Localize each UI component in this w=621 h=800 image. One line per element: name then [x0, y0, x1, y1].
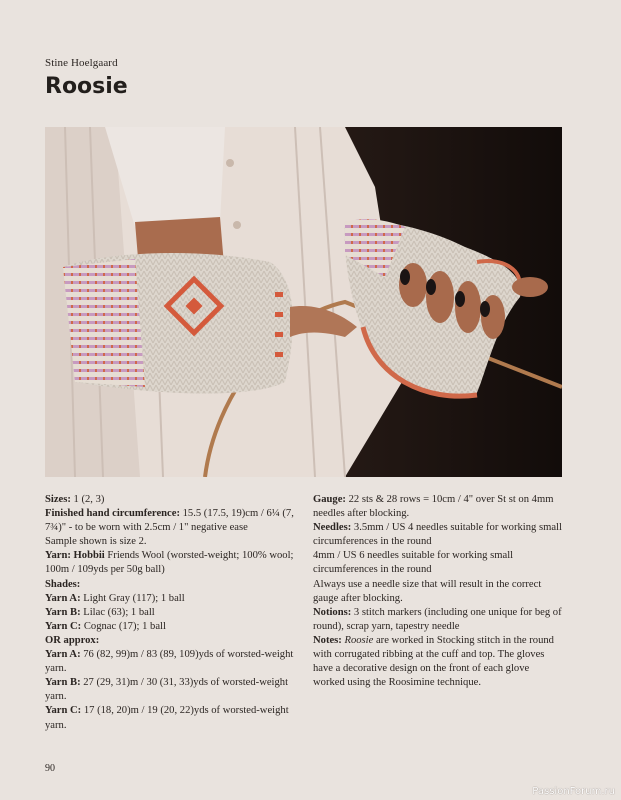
page-number: 90: [45, 763, 55, 774]
details-left-column: [45, 493, 300, 733]
needles-line-3: Always use a needle size that will result in the correct gauge after blocking.: [313, 578, 542, 604]
finished-label: Finished hand circumference:: [45, 508, 180, 520]
yarn-value: Friends Wool (worsted-weight; 100% wool; 100m / 109yds per 50g ball): [45, 550, 294, 576]
gauge-line: [313, 493, 563, 521]
notes-label: Notes:: [313, 634, 342, 646]
notes-line: [313, 634, 563, 690]
sizes-line: [45, 493, 300, 507]
needles-label: Needles:: [313, 522, 352, 534]
or-approx-label: OR approx:: [45, 634, 100, 646]
needles-value: 3.5mm / US 4 needles suitable for working small circumferences in the round: [313, 522, 562, 548]
notes-value: are worked in Stocking stitch in the round with corrugated ribbing at the cuff and top. The gloves have a decorative design on the front of each glove worked using the Roosimine technique.: [313, 634, 554, 689]
hero-photo: [45, 127, 562, 477]
shades-label: Shades:: [45, 578, 81, 590]
notions-line: [313, 606, 563, 634]
yarn-line: [45, 549, 300, 577]
details-right-column: [313, 493, 563, 690]
yarn-a-approx-label: Yarn A:: [45, 649, 81, 661]
page-title: Roosie: [45, 74, 128, 99]
notions-value: 3 stitch markers (including one unique for beg of round), scrap yarn, tapestry needle: [313, 606, 562, 632]
yarn-a-line: [45, 592, 300, 606]
yarn-b-line: [45, 606, 300, 620]
yarn-b-approx-label: Yarn B:: [45, 677, 81, 689]
finished-line: [45, 507, 300, 535]
gauge-value: 22 sts & 28 rows = 10cm / 4" over St st on 4mm needles after blocking.: [313, 494, 554, 520]
shades-line: [45, 578, 300, 592]
or-approx-line: [45, 634, 300, 648]
designer-name: Stine Hoelgaard: [45, 57, 118, 69]
yarn-a-approx-line: [45, 648, 300, 676]
yarn-c-value: Cognac (17); 1 ball: [81, 620, 166, 632]
yarn-c-line: [45, 620, 300, 634]
gauge-label: Gauge:: [313, 494, 346, 505]
notions-label: Notions:: [313, 606, 352, 618]
finished-value: 15.5 (17.5, 19)cm / 6¼ (7, 7¾)" - to be worn with 2.5cm / 1" negative ease: [45, 508, 294, 534]
yarn-c-approx-line: [45, 704, 300, 732]
watermark: PassionForum.ru: [532, 786, 615, 797]
sample-line: Sample shown is size 2.: [45, 536, 147, 548]
sizes-label: Sizes:: [45, 494, 71, 505]
yarn-c-approx-label: Yarn C:: [45, 705, 82, 717]
yarn-a-approx-value: 76 (82, 99)m / 83 (89, 109)yds of worsted-weight yarn.: [45, 649, 294, 675]
yarn-b-approx-line: [45, 676, 300, 704]
yarn-b-label: Yarn B:: [45, 606, 81, 618]
notes-italic: Roosie: [344, 634, 374, 646]
yarn-b-value: Lilac (63); 1 ball: [80, 606, 155, 618]
needles-line-2: 4mm / US 6 needles suitable for working small circumferences in the round: [313, 550, 514, 576]
yarn-a-value: Light Gray (117); 1 ball: [80, 592, 185, 604]
yarn-c-label: Yarn C:: [45, 620, 82, 632]
yarn-label: Yarn: Hobbii: [45, 550, 105, 562]
yarn-c-approx-value: 17 (18, 20)m / 19 (20, 22)yds of worsted-weight yarn.: [45, 705, 289, 731]
sizes-value: 1 (2, 3): [70, 494, 105, 505]
needles-line: [313, 521, 563, 549]
yarn-a-label: Yarn A:: [45, 592, 81, 604]
yarn-b-approx-value: 27 (29, 31)m / 30 (31, 33)yds of worsted-weight yarn.: [45, 677, 289, 703]
gloves-illustration: [45, 127, 562, 477]
